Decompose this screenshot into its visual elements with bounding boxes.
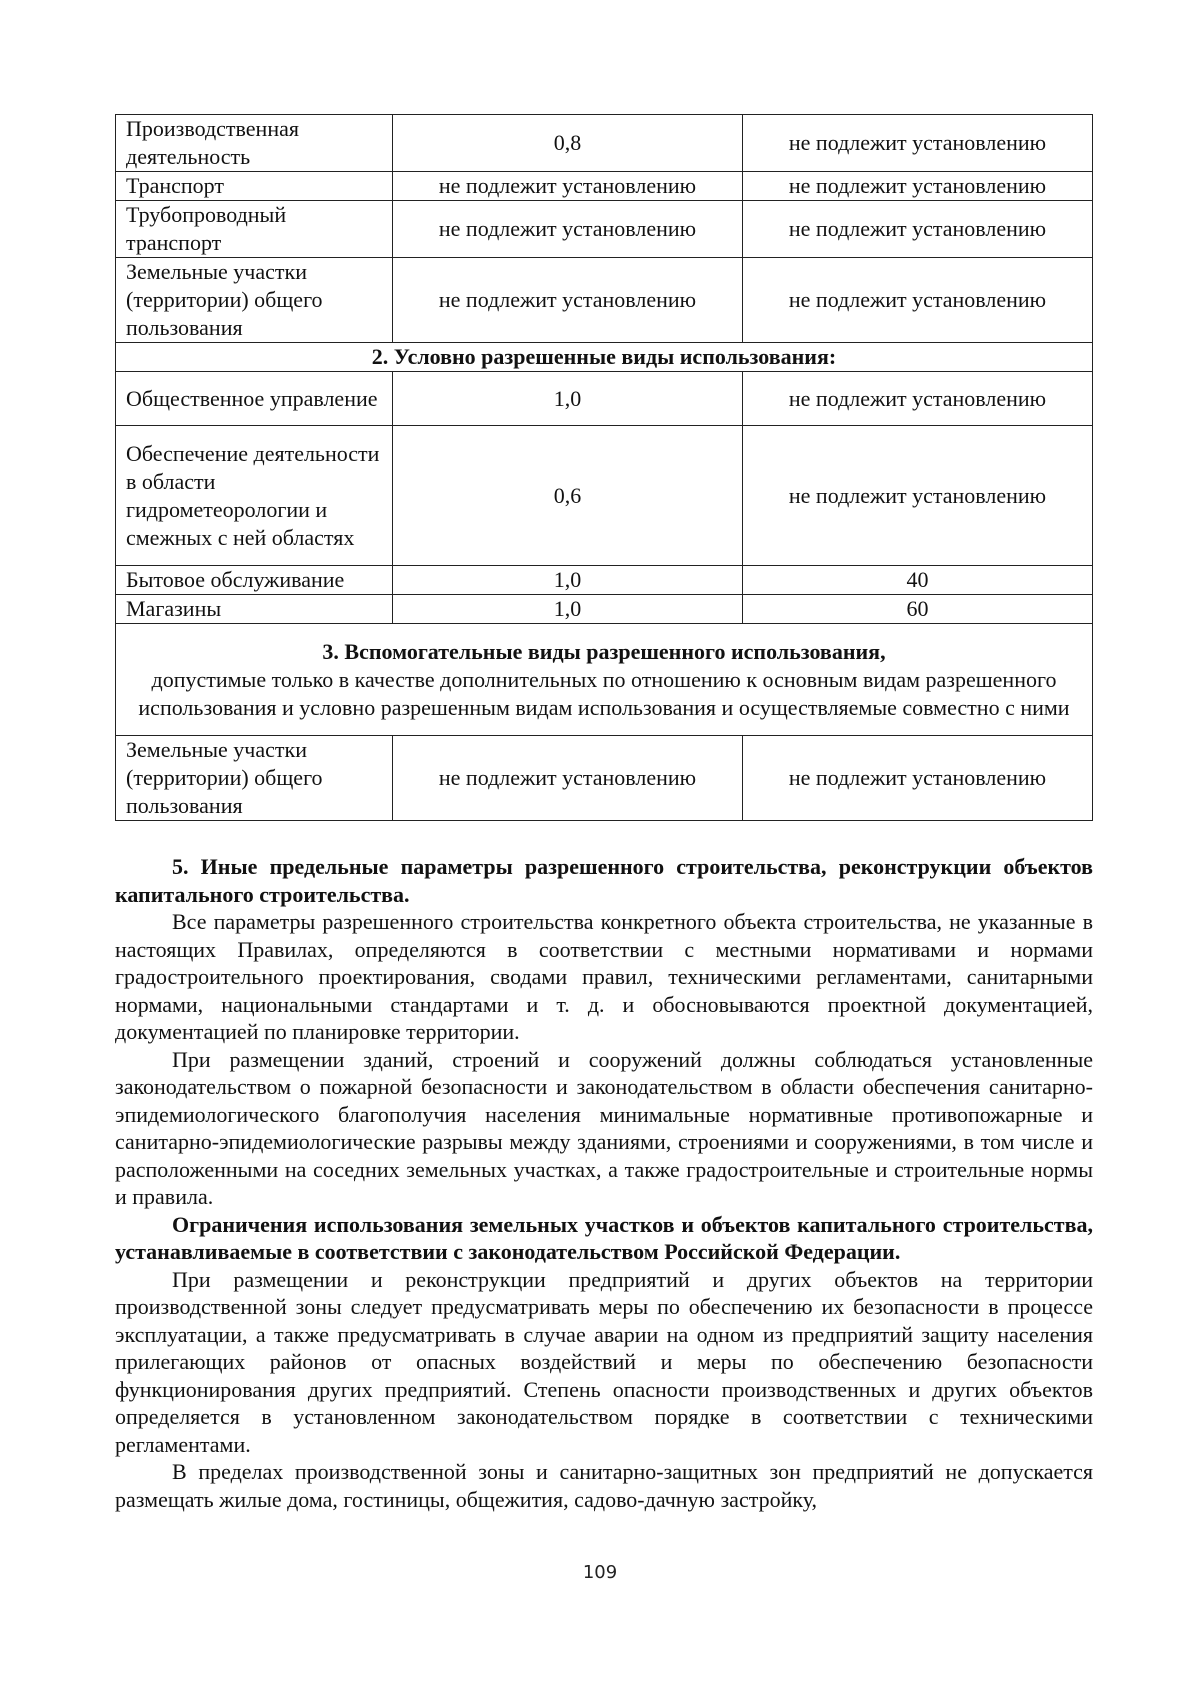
- table-cell-value: 1,0: [393, 595, 743, 624]
- table-row: [116, 736, 1093, 821]
- table-cell-value: 40: [743, 566, 1093, 595]
- table-cell-name: Общественное управление: [116, 372, 393, 426]
- table-row: [116, 201, 1093, 258]
- table-cell-value: не подлежит установлению: [743, 736, 1093, 821]
- table-row: [116, 595, 1093, 624]
- table-cell-value: 0,8: [393, 115, 743, 172]
- table-cell-value: 1,0: [393, 566, 743, 595]
- table-cell-value: не подлежит установлению: [393, 172, 743, 201]
- table-row: [116, 115, 1093, 172]
- table-cell-name: Бытовое обслуживание: [116, 566, 393, 595]
- paragraph: При размещении зданий, строений и сооружений должны соблюдаться установленные законодательством о пожарной безопасности и законодательством в области обеспечения санитарно-эпидемиологического благополучия населения минимальные нормативные противопожарные и санитарно-эпидемиологические разрывы между зданиями, строениями и сооружениями, в том числе и расположенными на соседних земельных участках, а также градостроительные и строительные нормы и правила.: [115, 1046, 1093, 1209]
- body-text: [115, 853, 1093, 1513]
- table-cell-name: Транспорт: [116, 172, 393, 201]
- table-cell-value: не подлежит установлению: [743, 172, 1093, 201]
- table-row: [116, 566, 1093, 595]
- table-cell-value: 1,0: [393, 372, 743, 426]
- section-3-title: 3. Вспомогательные виды разрешенного использования,: [322, 638, 886, 664]
- table-cell-value: 60: [743, 595, 1093, 624]
- table-cell-value: не подлежит установлению: [743, 372, 1093, 426]
- table-row: [116, 372, 1093, 426]
- table-cell-value: не подлежит установлению: [393, 258, 743, 343]
- table-cell-value: не подлежит установлению: [743, 115, 1093, 172]
- table-cell-name: Производственная деятельность: [116, 115, 393, 172]
- table-section-row: [116, 624, 1093, 736]
- section-3-cell: [116, 624, 1093, 736]
- document-page: [115, 114, 1093, 1513]
- table-row: [116, 426, 1093, 566]
- paragraph: В пределах производственной зоны и санитарно-защитных зон предприятий не допускается размещать жилые дома, гостиницы, общежития, садово-дачную застройку,: [115, 1459, 1093, 1512]
- table-section-row: [116, 343, 1093, 372]
- restrictions-heading: Ограничения использования земельных участков и объектов капитального строительства, устанавливаемые в соответствии с законодательством Российской Федерации.: [115, 1211, 1093, 1264]
- table-cell-name: Земельные участки (территории) общего пользования: [116, 258, 393, 343]
- table-cell-value: не подлежит установлению: [743, 426, 1093, 566]
- paragraph: Все параметры разрешенного строительства конкретного объекта строительства, не указанные в настоящих Правилах, определяются в соответствии с местными нормативами и нормами градостроительного проектирования, сводами правил, техническими регламентами, санитарными нормами, национальными стандартами и т. д. и обосновываются проектной документацией, документацией по планировке территории.: [115, 909, 1093, 1044]
- page-number: 109: [582, 1562, 618, 1583]
- table-cell-name: Земельные участки (территории) общего пользования: [116, 736, 393, 821]
- table-cell-value: не подлежит установлению: [393, 201, 743, 258]
- section-5-heading: 5. Иные предельные параметры разрешенного строительства, реконструкции объектов капитального строительства.: [115, 854, 1093, 907]
- table-cell-name: Трубопроводный транспорт: [116, 201, 393, 258]
- table-cell-value: не подлежит установлению: [393, 736, 743, 821]
- table-cell-name: Магазины: [116, 595, 393, 624]
- table-cell-value: 0,6: [393, 426, 743, 566]
- table-row: [116, 172, 1093, 201]
- table-row: [116, 258, 1093, 343]
- table-cell-value: не подлежит установлению: [743, 201, 1093, 258]
- table-cell-name: Обеспечение деятельности в области гидрометеорологии и смежных с ней областях: [116, 426, 393, 566]
- section-3-description: допустимые только в качестве дополнительных по отношению к основным видам разрешенного использования и условно разрешенным видам использования и осуществляемые совместно с ними: [138, 666, 1070, 720]
- paragraph: При размещении и реконструкции предприятий и других объектов на территории производственной зоны следует предусматривать меры по обеспечению их безопасности в процессе эксплуатации, а также предусматривать в случае аварии на одном из предприятий защиту населения прилегающих районов от опасных воздействий и меры по обеспечению безопасности функционирования других предприятий. Степень опасности производственных и других объектов определяется в установленном законодательством порядке в соответствии с техническими регламентами.: [115, 1266, 1093, 1457]
- parameters-table: [115, 114, 1093, 821]
- section-2-title: 2. Условно разрешенные виды использования:: [116, 343, 1093, 372]
- table-cell-value: не подлежит установлению: [743, 258, 1093, 343]
